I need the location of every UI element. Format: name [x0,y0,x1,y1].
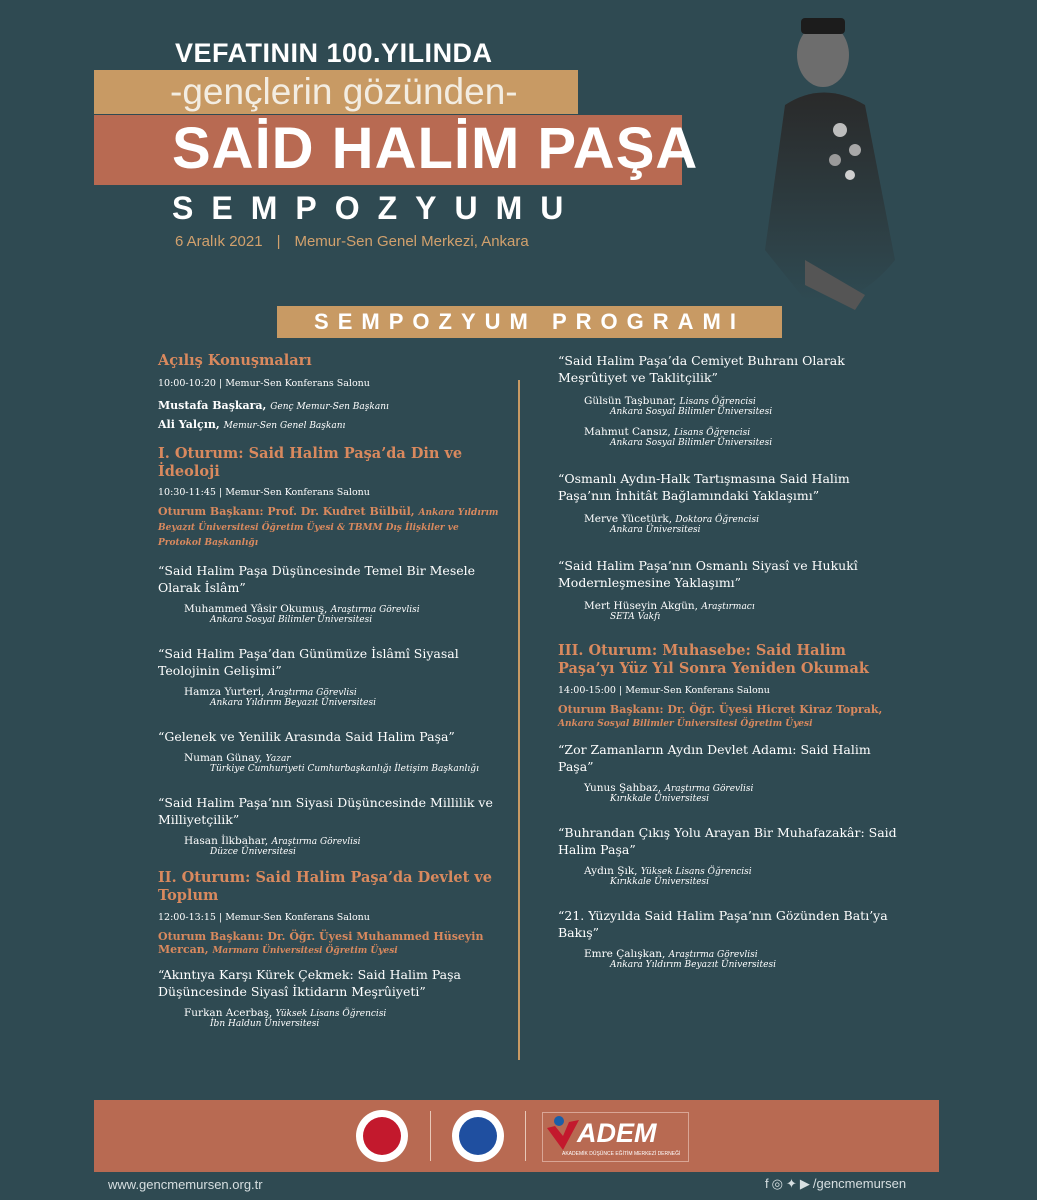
talk-title: “Buhrandan Çıkış Yolu Arayan Bir Muhafazakâr: Said Halim Paşa” [558,825,897,857]
chair-name: Oturum Başkanı: Prof. Dr. Kudret Bülbül, [158,505,415,518]
chair-role: Ankara Yıldırım Beyazıt Üniversitesi Öğretim Üyesi & TBMM Dış İlişkiler ve Protokol Başkanlığı [158,508,499,548]
social-handle: /gencmemursen [812,1176,907,1191]
speaker-role: Araştırma Görevlisi [267,688,357,698]
speaker-name: Furkan Acerbaş, [184,1007,273,1019]
chair-name: Oturum Başkanı: Dr. Öğr. Üyesi Hicret Kiraz Toprak, [558,703,883,716]
speaker-role: Araştırma Görevlisi [668,950,758,960]
website-link[interactable]: www.gencmemursen.org.tr [108,1177,263,1192]
speaker-role: Araştırma Görevlisi [330,605,420,615]
speaker-role: Lisans Öğrencisi [679,397,756,407]
speaker-role: Araştırma Görevlisi [664,784,754,794]
speaker-affiliation: Ankara Yıldırım Beyazıt Üniversitesi [210,698,376,708]
header-title-suffix: SEMPOZYUMU [172,190,582,226]
speaker-affiliation: Ankara Yıldırım Beyazıt Üniversitesi [610,960,776,970]
session3-chair [558,703,903,731]
talk-speaker [584,513,903,525]
talk-title: “21. Yüzyılda Said Halim Paşa’nın Gözünden Batı’ya Bakış” [558,908,888,940]
talk-title: “Said Halim Paşa’da Cemiyet Buhranı Olarak Meşrûtiyet ve Taklitçilik” [558,353,845,385]
talk-speaker [584,865,903,877]
speaker-role: Doktora Öğrencisi [675,515,760,525]
talk-title: “Said Halim Paşa Düşüncesinde Temel Bir Mesele Olarak İslâm” [158,563,476,595]
session3-time: 14:00-15:00 | Memur-Sen Konferans Salonu [558,685,770,696]
speaker-affiliation: Ankara Sosyal Bilimler Üniversitesi [210,615,373,625]
session1-chair [158,505,503,550]
portrait-image [745,10,905,330]
opening-speaker [158,399,503,412]
speaker-name: Hasan İlkbahar, [184,835,269,847]
speaker-name: Mustafa Başkara, [158,399,267,412]
speaker-affiliation: Ankara Üniversitesi [610,525,701,535]
speaker-role: Araştırmacı [701,602,755,612]
chair-name: Oturum Başkanı: Dr. Öğr. Üyesi Muhammed Hüseyin Mercan, [158,930,484,956]
speaker-name: Hamza Yurteri, [184,686,265,698]
speaker-name: Aydın Şık, [584,865,638,877]
speaker-role: Lisans Öğrencisi [674,428,751,438]
talk-speaker [584,782,903,794]
talk-speaker [184,1007,503,1019]
speaker-affiliation: İbn Haldun Üniversitesi [210,1019,320,1029]
talk-speaker [584,600,903,612]
talk-title: “Said Halim Paşa’nın Osmanlı Siyasî ve Hukukî Modernleşmesine Yaklaşımı” [558,558,858,590]
talk-title: “Said Halim Paşa’dan Günümüze İslâmî Siyasal Teolojinin Gelişimi” [158,646,459,678]
header-title: SAİD HALİM PAŞA [172,116,699,181]
speaker-name: Muhammed Yâsir Okumuş, [184,603,328,615]
talk-speaker [584,395,903,407]
opening-title: Açılış Konuşmaları [158,352,312,369]
session3-title: III. Oturum: Muhasebe: Said Halim Paşa’yı Yüz Yıl Sonra Yeniden Okumak [558,642,869,677]
header-subtitle: -gençlerin gözünden- [170,71,518,112]
talk-title: “Gelenek ve Yenilik Arasında Said Halim Paşa” [158,729,455,744]
speaker-name: Mert Hüseyin Akgün, [584,600,698,612]
session2-time: 12:00-13:15 | Memur-Sen Konferans Salonu [158,912,370,923]
header-top-line: VEFATININ 100.YILINDA [175,38,493,68]
logo-emblem-icon [363,1117,401,1155]
program-right-column [558,352,903,970]
speaker-role: Memur-Sen Genel Başkanı [223,421,346,431]
session2-chair [158,930,503,958]
talk-speaker [584,948,903,960]
talk-speaker [184,686,503,698]
speaker-role: Yüksek Lisans Öğrencisi [275,1009,387,1019]
talk-title: “Akıntıya Karşı Kürek Çekmek: Said Halim Paşa Düşüncesinde Siyasî İktidarın Meşrûiyeti” [158,967,462,999]
session1-title: I. Oturum: Said Halim Paşa’da Din ve İdeoloji [158,445,463,480]
adem-mark-icon [545,1114,581,1152]
talk-title: “Said Halim Paşa’nın Siyasi Düşüncesinde Millilik ve Milliyetçilik” [158,795,493,827]
footer-logo-band [94,1100,939,1172]
speaker-role: Genç Memur-Sen Başkanı [270,402,389,412]
speaker-affiliation: SETA Vakfı [610,612,661,622]
logo-separator [430,1111,431,1161]
opening-time: 10:00-10:20 | Memur-Sen Konferans Salonu [158,378,370,389]
speaker-name: Merve Yücetürk, [584,513,673,525]
event-venue: Memur-Sen Genel Merkezi, Ankara [294,233,529,250]
logo-emblem-icon [459,1117,497,1155]
speaker-role: Araştırma Görevlisi [271,837,361,847]
speaker-name: Yunus Şahbaz, [584,782,662,794]
talk-speaker [184,603,503,615]
chair-role: Ankara Sosyal Bilimler Üniversitesi Öğretim Üyesi [558,719,813,729]
adem-logo-subtitle: AKADEMİK DÜŞÜNCE EĞİTİM MERKEZİ DERNEĞİ [562,1151,681,1157]
speaker-affiliation: Ankara Sosyal Bilimler Üniversitesi [610,407,773,417]
speaker-name: Numan Günay, [184,752,263,764]
talk-speaker [184,752,503,764]
facebook-icon[interactable]: f [765,1176,769,1191]
talk-speaker [184,835,503,847]
opening-speaker [158,418,503,431]
program-left-column [158,352,503,1029]
speaker-name: Mahmut Cansız, [584,426,671,438]
genc-memursen-logo [452,1110,504,1162]
program-banner-text: SEMPOZYUM PROGRAMI [314,309,745,334]
twitter-icon[interactable]: ✦ [785,1176,797,1191]
speaker-name: Emre Çalışkan, [584,948,666,960]
adem-logo-text: ADEM [577,1118,657,1148]
column-divider [518,380,520,1060]
talk-title: “Zor Zamanların Aydın Devlet Adamı: Said Halim Paşa” [558,742,871,774]
session1-time: 10:30-11:45 | Memur-Sen Konferans Salonu [158,487,370,498]
speaker-role: Yüksek Lisans Öğrencisi [640,867,752,877]
talk-speaker [584,426,903,438]
social-handles[interactable] [765,1176,906,1192]
chair-role: Marmara Üniversitesi Öğretim Üyesi [212,946,398,956]
speaker-name: Ali Yalçın, [158,418,220,431]
speaker-name: Gülsün Taşbunar, [584,395,677,407]
header-dateline [175,233,529,250]
youtube-icon[interactable]: ▶ [799,1176,810,1191]
speaker-affiliation: Türkiye Cumhuriyeti Cumhurbaşkanlığı İletişim Başkanlığı [210,764,479,774]
session2-title: II. Oturum: Said Halim Paşa’da Devlet ve Toplum [158,869,492,904]
memursen-logo [356,1110,408,1162]
speaker-affiliation: Kırıkkale Üniversitesi [610,794,710,804]
speaker-affiliation: Kırıkkale Üniversitesi [610,877,710,887]
talk-title: “Osmanlı Aydın-Halk Tartışmasına Said Halim Paşa’nın İnhitât Bağlamındaki Yaklaşımı” [558,471,850,503]
instagram-icon[interactable]: ◎ [771,1176,783,1191]
event-date: 6 Aralık 2021 [175,233,263,250]
speaker-affiliation: Düzce Üniversitesi [210,847,296,857]
speaker-role: Yazar [265,754,291,764]
dateline-separator: | [276,233,281,250]
logo-separator [525,1111,526,1161]
speaker-affiliation: Ankara Sosyal Bilimler Üniversitesi [610,438,773,448]
